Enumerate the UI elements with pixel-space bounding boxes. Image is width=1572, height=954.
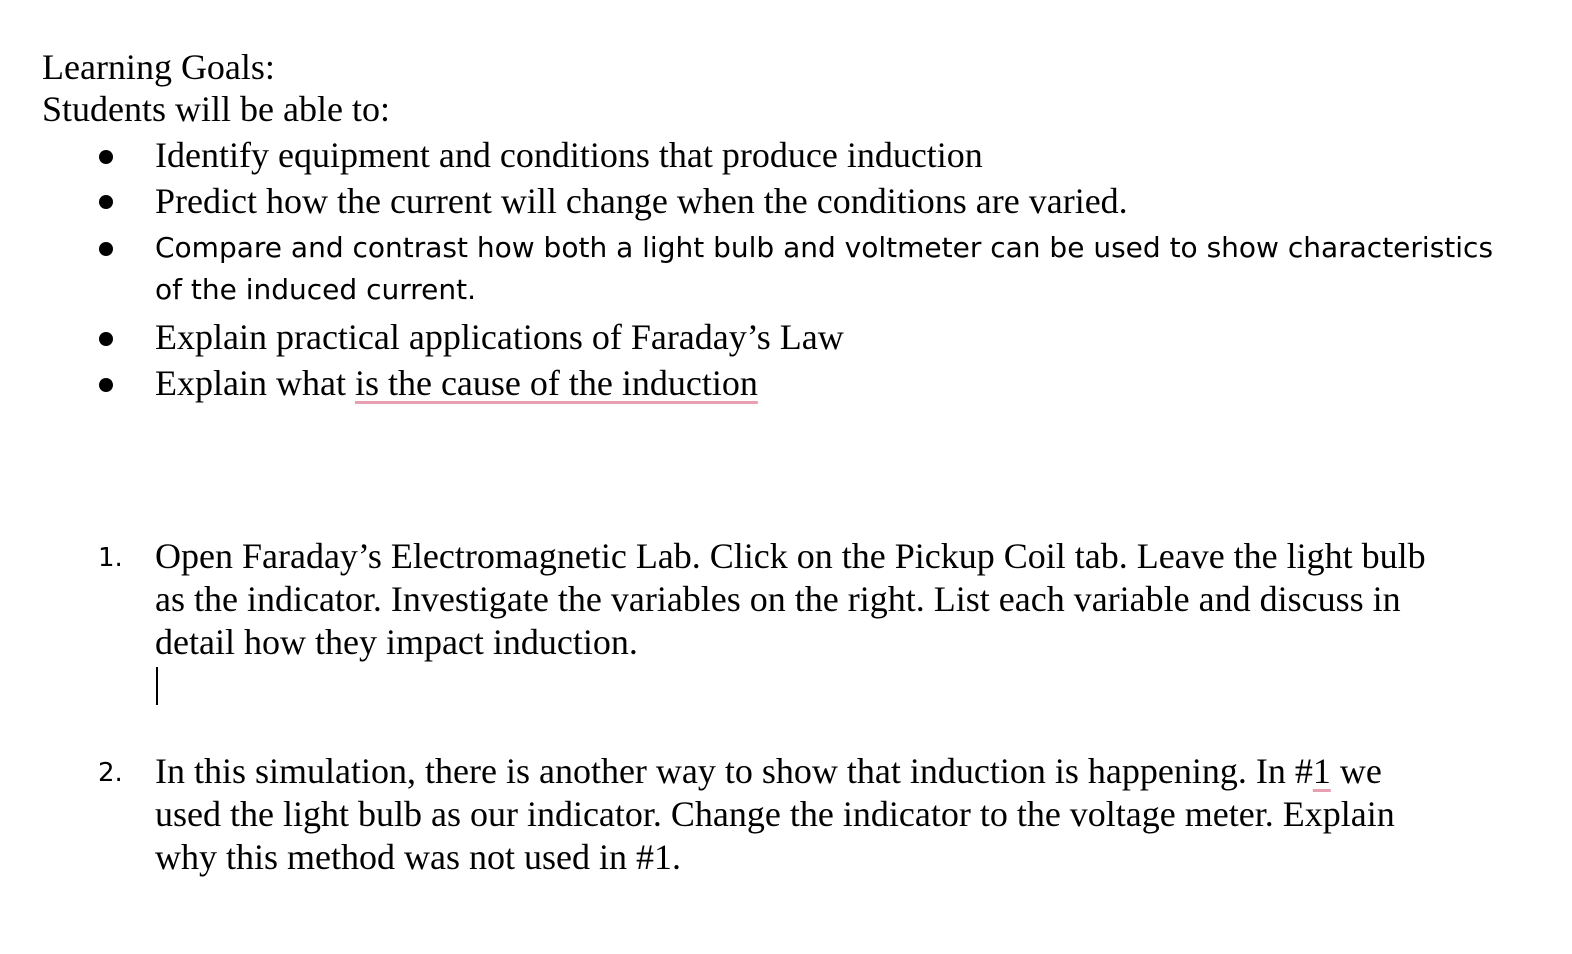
spelling-flagged-word[interactable]: 1 xyxy=(1312,751,1331,791)
goal-item-3-line-1: Compare and contrast how both a light bulb and voltmeter can be used to show characteristics xyxy=(155,231,1494,264)
goal-item-5-text: Explain what xyxy=(155,363,355,403)
bullet-icon xyxy=(99,332,113,346)
question-2-line-2: used the light bulb as our indicator. Change the indicator to the voltage meter. Explain xyxy=(155,794,1395,834)
text-cursor xyxy=(156,667,158,705)
bullet-icon xyxy=(99,150,113,164)
question-2-line-3: why this method was not used in #1. xyxy=(155,837,681,877)
question-number-1: 1. xyxy=(98,543,123,573)
goal-item-5 xyxy=(155,362,758,405)
bullet-icon xyxy=(99,195,113,209)
goal-item-1: Identify equipment and conditions that produce induction xyxy=(155,135,983,175)
question-1-line-3: detail how they impact induction. xyxy=(155,622,638,662)
goal-item-4: Explain practical applications of Faraday’s Law xyxy=(155,317,844,357)
question-2-line-1-tail: we xyxy=(1330,751,1382,791)
question-number-2: 2. xyxy=(98,758,123,788)
question-2-line-1-text: In this simulation, there is another way to show that induction is happening. In # xyxy=(155,751,1313,791)
bullet-icon xyxy=(99,242,113,256)
heading-learning-goals: Learning Goals: xyxy=(42,47,275,87)
goal-item-2: Predict how the current will change when the conditions are varied. xyxy=(155,181,1128,221)
question-2-line-1 xyxy=(155,750,1382,793)
grammar-flagged-phrase[interactable]: is the cause of the induction xyxy=(354,363,758,403)
goal-item-3-line-2: of the induced current. xyxy=(155,273,476,306)
question-1-line-1: Open Faraday’s Electromagnetic Lab. Click on the Pickup Coil tab. Leave the light bulb xyxy=(155,536,1426,576)
subheading-students: Students will be able to: xyxy=(42,89,390,129)
bullet-icon xyxy=(99,378,113,392)
question-1-line-2: as the indicator. Investigate the variables on the right. List each variable and discuss in xyxy=(155,579,1401,619)
